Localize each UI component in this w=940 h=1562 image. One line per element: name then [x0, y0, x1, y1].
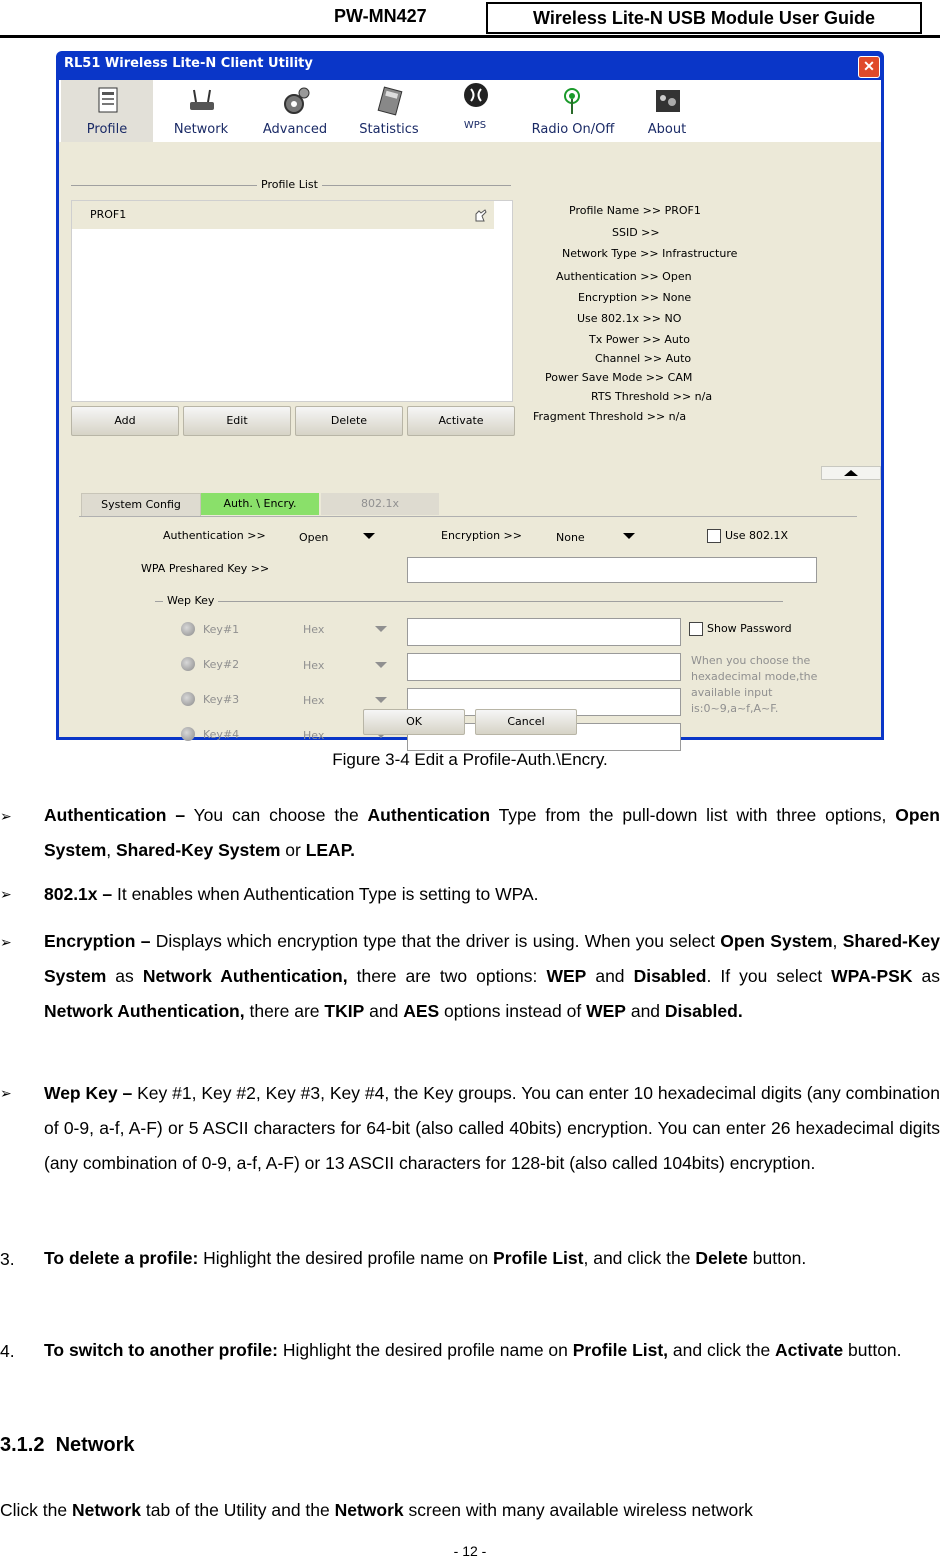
key2-radio[interactable]: [181, 657, 195, 671]
wpa-psk-label: WPA Preshared Key >>: [141, 562, 270, 575]
edit-button[interactable]: Edit: [183, 406, 291, 436]
profile-name: PROF1: [90, 208, 127, 221]
key3-radio[interactable]: [181, 692, 195, 706]
calculator-icon: [376, 86, 404, 116]
toolbar-profile[interactable]: [61, 80, 153, 142]
bullet-arrow-icon: ➢: [0, 808, 12, 824]
delete-button[interactable]: Delete: [295, 406, 403, 436]
toolbar-label: Network: [173, 122, 229, 137]
show-password-label: Show Password: [707, 622, 792, 635]
chevron-down-icon[interactable]: [375, 626, 387, 632]
show-password-checkbox[interactable]: [689, 622, 703, 636]
step-number: 3.: [0, 1249, 15, 1269]
info-power-save: Power Save Mode >> CAM: [545, 371, 693, 384]
fieldset-line: [155, 601, 783, 602]
profile-list-title: Profile List: [257, 178, 322, 191]
collapse-handle[interactable]: [821, 466, 881, 480]
key2-label: Key#2: [203, 658, 240, 671]
step-number: 4.: [0, 1341, 15, 1361]
toolbar-radio[interactable]: [525, 80, 621, 142]
key1-format[interactable]: Hex: [303, 623, 325, 636]
toolbar-advanced[interactable]: [249, 80, 341, 142]
hint-line: hexadecimal mode,the: [691, 670, 818, 683]
gear-icon: [282, 86, 310, 116]
network-intro: Click the Network tab of the Utility and the Network screen with many available wireless network: [0, 1500, 753, 1520]
doc-model: PW-MN427: [334, 6, 427, 26]
profile-list[interactable]: [71, 200, 513, 402]
bullet-wep-key: Wep Key – Key #1, Key #2, Key #3, Key #4, the Key groups. You can enter 10 hexadecimal digits (any combination of 0-9, a-f, A-F) or 5 ASCII characters for 64-bit (also called 40bits) encryption. You can enter 26 hexadecimal digits (any combination of 0-9, a-f, A-F) or 13 ASCII characters for 128-bit (also called 104bits) encryption.: [44, 1083, 940, 1173]
info-use8021x: Use 802.1x >> NO: [577, 312, 682, 325]
wep-key-title: Wep Key: [163, 594, 218, 607]
figure-caption: Figure 3-4 Edit a Profile-Auth.\Encry.: [332, 750, 608, 769]
toolbar-statistics[interactable]: [343, 80, 435, 142]
toolbar-label: Profile: [86, 122, 128, 137]
wps-icon: [462, 82, 490, 112]
wpa-psk-input[interactable]: [407, 557, 817, 583]
close-icon[interactable]: ✕: [858, 56, 880, 78]
use8021x-checkbox[interactable]: [707, 529, 721, 543]
toolbar-label: WPS: [463, 120, 487, 131]
chevron-down-icon[interactable]: [375, 662, 387, 668]
info-profile-name: Profile Name >> PROF1: [569, 204, 701, 217]
tab-divider: [79, 516, 857, 517]
bullet-8021x: 802.1x – It enables when Authentication Type is setting to WPA.: [44, 884, 539, 904]
info-encryption: Encryption >> None: [578, 291, 692, 304]
ok-button[interactable]: OK: [363, 709, 465, 735]
page-number: - 12 -: [453, 1543, 487, 1559]
encryption-label: Encryption >>: [441, 529, 522, 542]
info-channel: Channel >> Auto: [595, 352, 692, 365]
cancel-button[interactable]: Cancel: [475, 709, 577, 735]
profile-icon: [94, 86, 122, 116]
toolbar-label: Statistics: [359, 122, 419, 137]
info-fragment: Fragment Threshold >> n/a: [533, 410, 687, 423]
hand-icon: [472, 207, 488, 223]
key3-format[interactable]: Hex: [303, 694, 325, 707]
info-tx-power: Tx Power >> Auto: [589, 333, 690, 346]
toolbar: [59, 80, 881, 142]
key4-radio[interactable]: [181, 727, 195, 741]
toolbar-wps[interactable]: [429, 80, 521, 142]
router-icon: [188, 86, 216, 116]
section-heading: 3.1.2 Network: [0, 1434, 135, 1456]
utility-window: [56, 51, 884, 740]
authentication-label: Authentication >>: [163, 529, 266, 542]
key2-format[interactable]: Hex: [303, 659, 325, 672]
key1-radio[interactable]: [181, 622, 195, 636]
doc-title: Wireless Lite-N USB Module User Guide: [486, 2, 922, 34]
about-icon: [654, 86, 682, 116]
toolbar-label: About: [647, 122, 687, 137]
add-button[interactable]: Add: [71, 406, 179, 436]
key4-label: Key#4: [203, 728, 240, 741]
activate-button[interactable]: Activate: [407, 406, 515, 436]
use8021x-label: Use 802.1X: [725, 529, 789, 542]
header-rule: [0, 35, 940, 38]
key4-format[interactable]: Hex: [303, 729, 325, 742]
key1-label: Key#1: [203, 623, 240, 636]
radio-antenna-icon: [558, 86, 586, 116]
chevron-down-icon[interactable]: [623, 533, 635, 539]
hint-line: When you choose the: [691, 654, 811, 667]
info-authentication: Authentication >> Open: [556, 270, 692, 283]
hint-line: is:0~9,a~f,A~F.: [691, 702, 779, 715]
hint-line: available input: [691, 686, 773, 699]
toolbar-network[interactable]: [155, 80, 247, 142]
bullet-arrow-icon: ➢: [0, 886, 12, 902]
info-rts: RTS Threshold >> n/a: [591, 390, 713, 403]
chevron-down-icon[interactable]: [363, 533, 375, 539]
toolbar-label: Advanced: [262, 122, 328, 137]
bullet-authentication: Authentication – You can choose the Authentication Type from the pull-down list with three options, Open System, Shared-Key System or LEAP.: [44, 805, 940, 860]
toolbar-label: Radio On/Off: [531, 122, 615, 137]
key1-input[interactable]: [407, 618, 681, 646]
bullet-encryption: Encryption – Displays which encryption type that the driver is using. When you select Open System, Shared-Key System as Network Authentication, there are two options: WEP and Disabled. If you select WPA-PSK as Network Authentication, there are TKIP and AES options instead of WEP and Disabled.: [44, 931, 940, 1021]
toolbar-about[interactable]: [621, 80, 713, 142]
bullet-arrow-icon: ➢: [0, 1085, 12, 1101]
window-title: RL51 Wireless Lite-N Client Utility: [64, 56, 313, 71]
info-ssid: SSID >>: [612, 226, 660, 239]
authentication-select[interactable]: Open: [299, 531, 329, 544]
key2-input[interactable]: [407, 653, 681, 681]
encryption-select[interactable]: None: [556, 531, 585, 544]
tab-system-config[interactable]: System Config: [81, 493, 201, 517]
step-switch-profile: To switch to another profile: Highlight the desired profile name on Profile List, and click the Activate button.: [44, 1340, 902, 1360]
tab-auth-encry[interactable]: Auth. \ Encry.: [201, 493, 319, 515]
bullet-arrow-icon: ➢: [0, 934, 12, 950]
chevron-down-icon[interactable]: [375, 697, 387, 703]
info-network-type: Network Type >> Infrastructure: [562, 247, 738, 260]
key3-label: Key#3: [203, 693, 240, 706]
tab-8021x[interactable]: 802.1x: [321, 493, 439, 515]
step-delete-profile: To delete a profile: Highlight the desired profile name on Profile List, and click the Delete button.: [44, 1248, 807, 1268]
profile-row[interactable]: [72, 201, 494, 229]
window-client: [59, 80, 881, 742]
